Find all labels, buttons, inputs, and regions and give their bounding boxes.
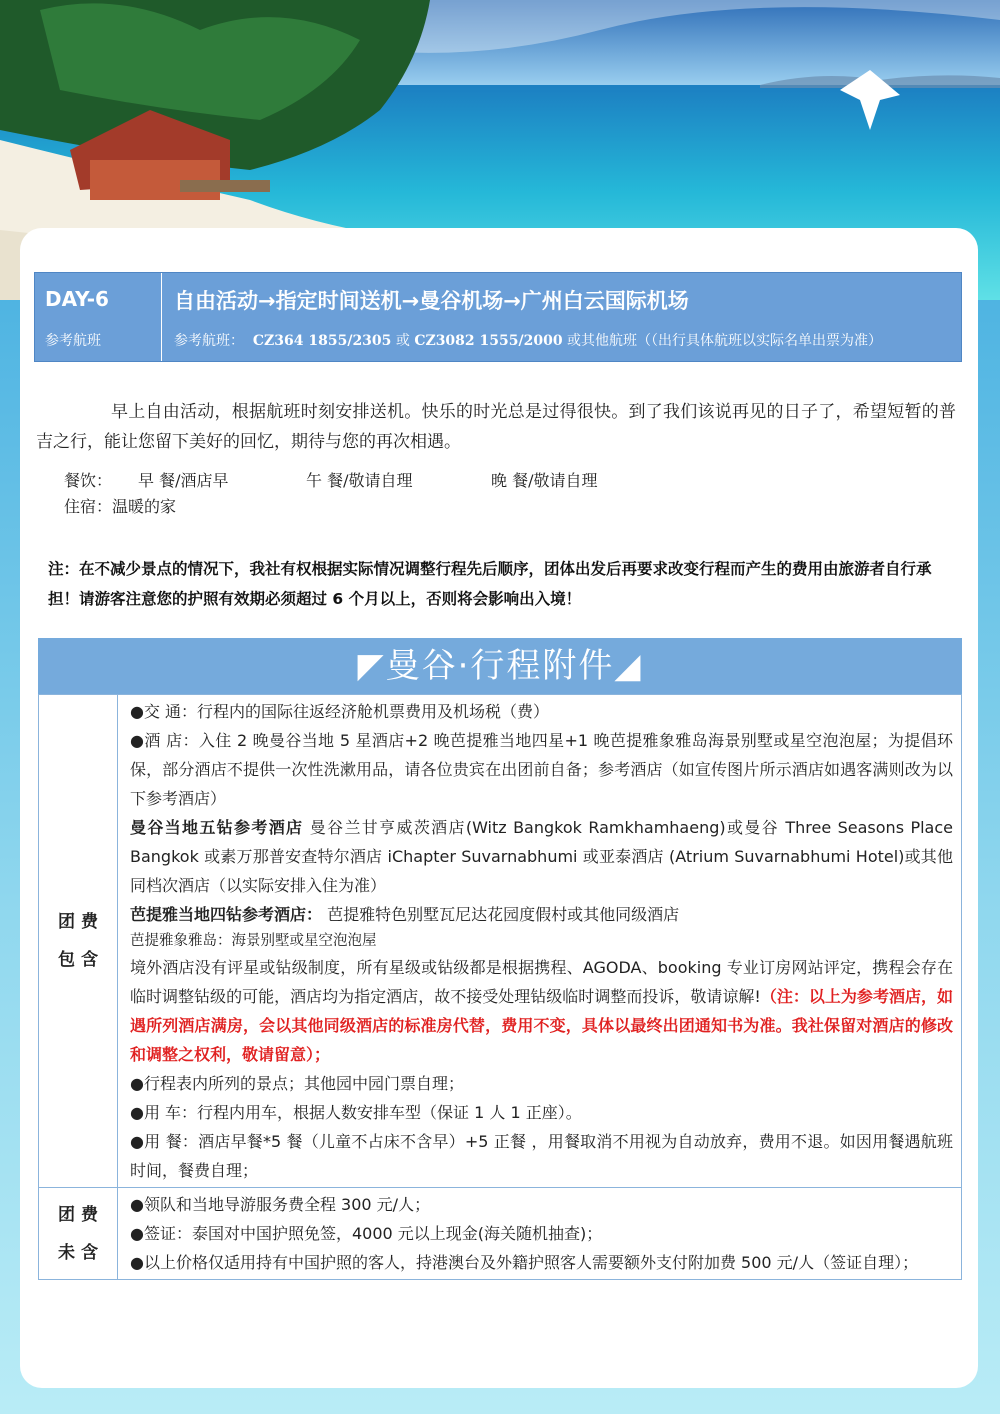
- pty-hotel-list: 芭提雅特色别墅瓦尼达花园度假村或其他同级酒店: [322, 905, 680, 924]
- included-content: [118, 695, 962, 1188]
- pty-hotel-label: 芭提雅当地四钻参考酒店：: [130, 905, 323, 924]
- rating-warning: （注：以上为参考酒店，如遇所列酒店满房，会以其他同级酒店的标准房代替，费用不变，具体以最终出团通知书为准。我社保留对酒店的修改和调整之权利，敬请留意）；: [130, 987, 953, 1064]
- notice-text: 注：在不减少景点的情况下，我社有权根据实际情况调整行程先后顺序，团体出发后再要求改变行程而产生的费用由旅游者自行承担！请游客注意您的护照有效期必须超过 6 个月以上，否则将会影响出入境！: [48, 560, 932, 608]
- lodging-info: 住宿：温暖的家: [64, 497, 177, 516]
- excluded-label: [39, 1188, 118, 1280]
- included-bkk-hotels: [130, 813, 953, 900]
- excluded-label-line-2: 未 含: [58, 1242, 98, 1263]
- excluded-visa: ●签证：泰国对中国护照免签，4000 元以上现金(海关随机抽查)；: [130, 1224, 603, 1243]
- rating-note: 境外酒店没有评星或钻级制度，所有星级或钻级都是根据携程、AGODA、booking 专业订房网站评定，携程会存在临时调整钻级的可能，酒店均为指定酒店，故不接受处理钻级临时调整而投诉，敬请谅解!: [130, 958, 953, 1006]
- included-label: [39, 695, 118, 1188]
- flight-suffix: 或其他航班（（出行具体航班以实际名单出票为准）: [567, 333, 883, 349]
- included-vehicle: ●用 车：行程内用车，根据人数安排车型（保证 1 人 1 正座）。: [130, 1103, 582, 1122]
- excluded-passport-fee: ●以上价格仅适用持有中国护照的客人，持港澳台及外籍护照客人需要额外支付附加费 500 元/人（签证自理）；: [130, 1253, 919, 1272]
- included-island: 芭提雅象雅岛：海景别墅或星空泡泡屋: [130, 933, 377, 949]
- meals-label: 餐饮：: [64, 471, 113, 490]
- excluded-label-line-1: 团 费: [58, 1204, 98, 1225]
- included-label-line-2: 包 含: [58, 950, 98, 970]
- flight-info: [174, 330, 882, 350]
- excluded-row: [39, 1188, 962, 1280]
- breakfast-info: 早 餐/酒店早: [138, 471, 229, 490]
- flight-prefix: 参考航班：: [174, 333, 244, 349]
- bkk-hotel-list: 曼谷兰甘亨威茨酒店(Witz Bangkok Ramkhamhaeng)或曼谷 Three Seasons Place Bangkok 或素万那普安查特尔酒店 iChapter Suvarnabhumi 或亚泰酒店 (Atrium Suvarnabhumi Hotel)或其他同档次酒店（以实际安排入住为准）: [130, 818, 953, 895]
- bkk-hotel-label: 曼谷当地五钻参考酒店: [130, 818, 304, 837]
- itinerary-card: [20, 228, 978, 1388]
- included-rating-note: [130, 953, 953, 1069]
- day-route-title: 自由活动→指定时间送机→曼谷机场→广州白云国际机场: [174, 289, 689, 313]
- annex-title: ◤曼谷·行程附件◢: [38, 638, 962, 694]
- flight-label: 参考航班: [45, 333, 101, 349]
- dinner-info: 晚 餐/敬请自理: [491, 471, 598, 490]
- flight-numbers: CZ364 1855/2305: [252, 333, 392, 349]
- lunch-info: 午 餐/敬请自理: [306, 471, 413, 490]
- day-header: [34, 272, 962, 362]
- included-label-line-1: 团 费: [58, 912, 98, 932]
- excluded-content: [118, 1188, 962, 1280]
- day-label: DAY-6: [45, 287, 109, 311]
- included-pty-hotels: [130, 900, 953, 929]
- included-meals: ●用 餐：酒店早餐*5 餐（儿童不占床不含早）+5 正餐 ，用餐取消不用视为自动放弃，费用不退。如因用餐遇航班时间，餐费自理；: [130, 1132, 953, 1180]
- included-sights: ●行程表内所列的景点；其他园中园门票自理；: [130, 1074, 464, 1093]
- day-description: 早上自由活动，根据航班时刻安排送机。快乐的时光总是过得很快。到了我们该说再见的日子了，希望短暂的普吉之行，能让您留下美好的回忆，期待与您的再次相遇。: [36, 402, 956, 452]
- day-label-cell: [35, 273, 162, 361]
- flight-numbers-2: CZ3082 1555/2000: [414, 333, 563, 349]
- flight-or: 或: [395, 333, 410, 349]
- included-row: [39, 695, 962, 1188]
- fee-table: [38, 694, 962, 1280]
- included-transport: ●交 通：行程内的国际往返经济舱机票费用及机场税（费）: [130, 702, 550, 721]
- included-hotel: ●酒 店：入住 2 晚曼谷当地 5 星酒店+2 晚芭提雅当地四星+1 晚芭提雅象雅岛海景别墅或星空泡泡屋；为提倡环保，部分酒店不提供一次性洗漱用品，请各位贵宾在出团前自备；参考酒店（如宣传图片所示酒店如遇客满则改为以下参考酒店）: [130, 731, 953, 808]
- excluded-guide-fee: ●领队和当地导游服务费全程 300 元/人；: [130, 1195, 431, 1214]
